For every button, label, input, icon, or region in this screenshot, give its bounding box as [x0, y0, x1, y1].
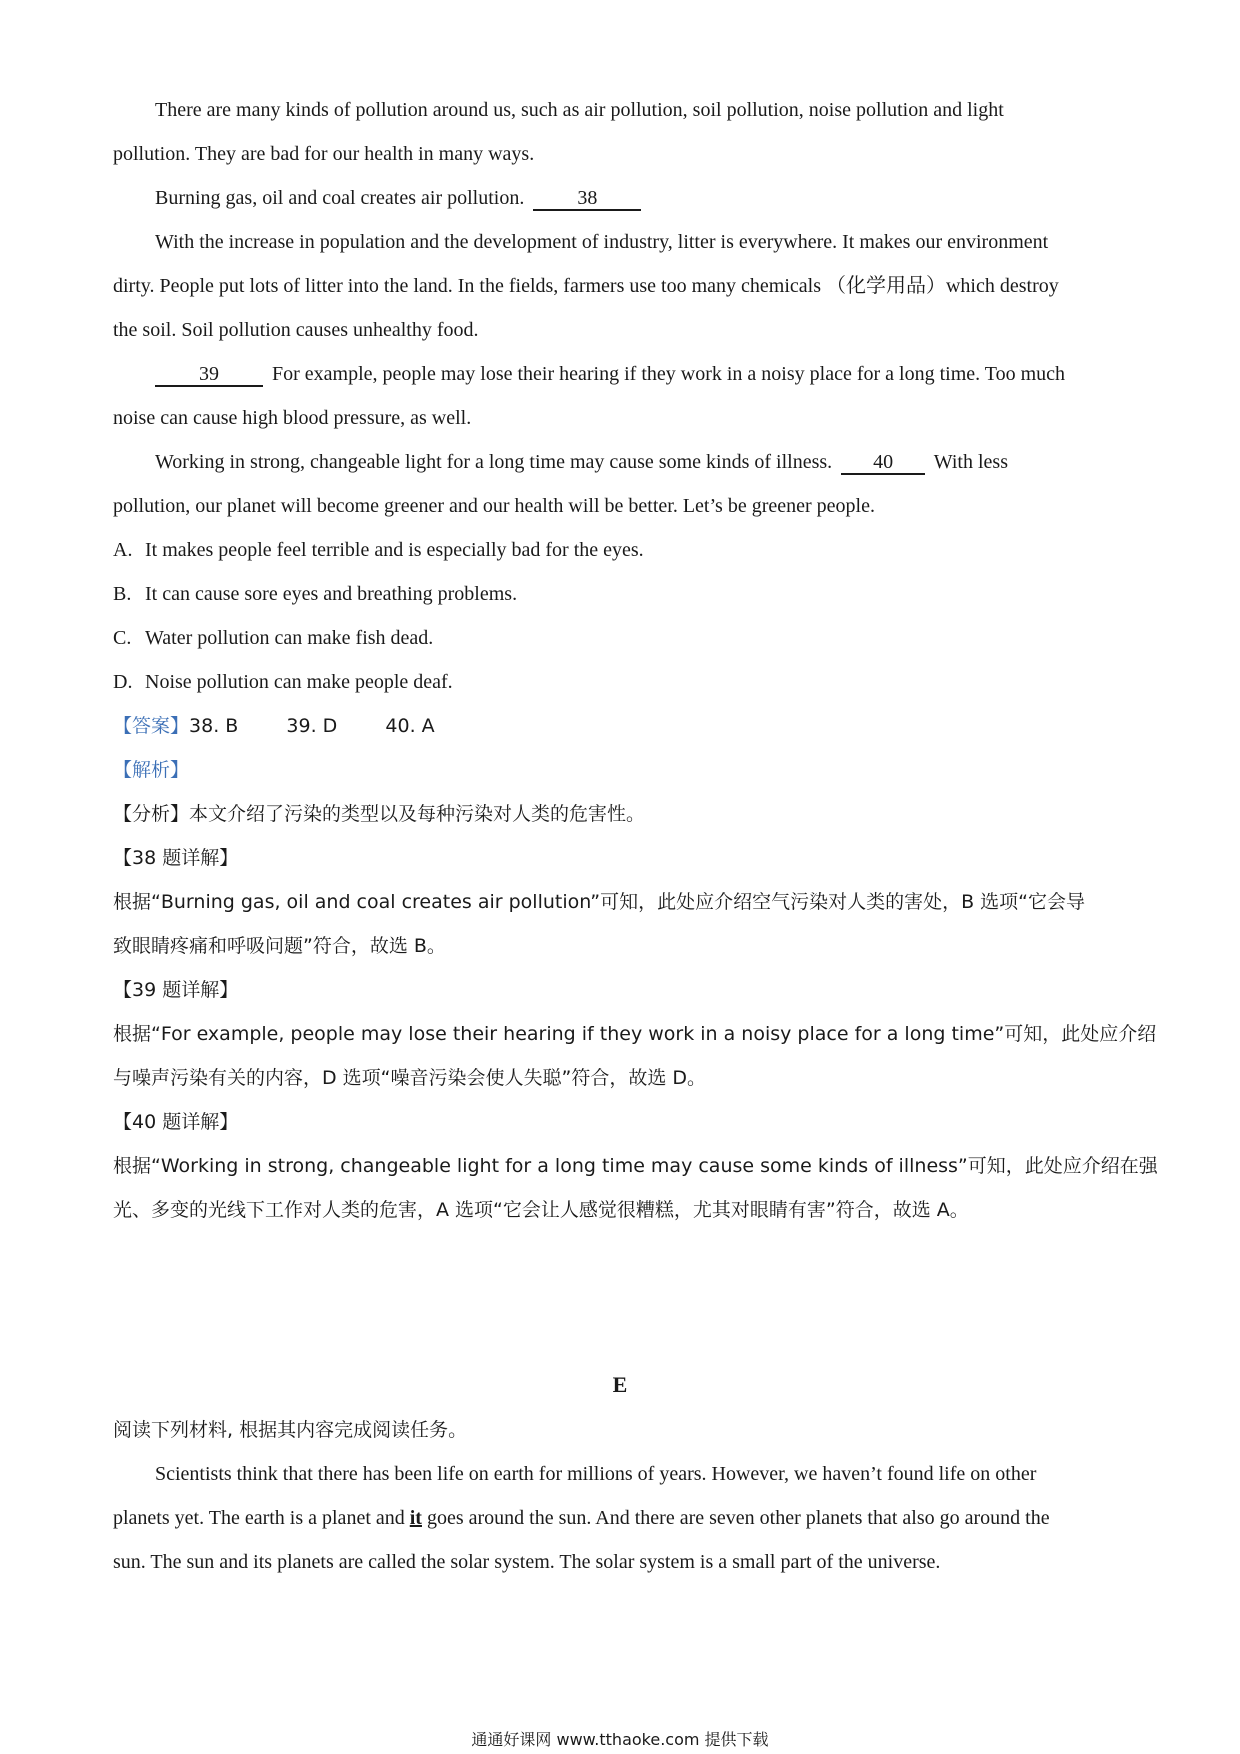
section-e-p1-line3: sun. The sun and its planets are called the solar system. The solar system is a small part of the universe.: [113, 1551, 941, 1573]
section-e-instruction: 阅读下列材料, 根据其内容完成阅读任务。: [113, 1419, 468, 1441]
q39-title: 【39 题详解】: [113, 979, 239, 1001]
passage-d-p3-line1: With the increase in population and the development of industry, litter is everywhere. It makes our environment: [155, 231, 1049, 253]
passage-d-p3-line2: dirty. People put lots of litter into the land. In the fields, farmers use too many chemicals （化学用品）which destroy: [113, 275, 1059, 297]
passage-d-p4-line2: noise can cause high blood pressure, as well.: [113, 407, 472, 429]
option-a: [113, 536, 1128, 564]
passage-d-p4-line1: [155, 360, 1128, 388]
section-e-p1-line2-post: goes around the sun. And there are seven other planets that also go around the: [426, 1507, 1050, 1529]
passage-d-p2: [155, 184, 1128, 212]
q40-line2: 光、多变的光线下工作对人类的危害，A 选项“它会让人感觉很糟糕，尤其对眼睛有害”符合，故选 A。: [113, 1199, 969, 1221]
passage-d-p5-tail: With less: [933, 451, 1008, 473]
answer-40: 40. A: [385, 715, 435, 737]
passage-d-p2-text: Burning gas, oil and coal creates air pollution.: [155, 187, 525, 209]
q39-line2: 与噪声污染有关的内容，D 选项“噪音污染会使人失聪”符合，故选 D。: [113, 1067, 707, 1089]
passage-d-p1-line1: There are many kinds of pollution around us, such as air pollution, soil pollution, noise pollution and light: [155, 99, 1004, 121]
q38-title: 【38 题详解】: [113, 847, 239, 869]
option-c: [113, 624, 1128, 652]
analysis-label: 【解析】: [113, 759, 190, 781]
option-d-letter: D.: [113, 671, 133, 693]
q38-line1: 根据“Burning gas, oil and coal creates air pollution”可知，此处应介绍空气污染对人类的害处，B 选项“它会导: [113, 891, 1086, 913]
q39-line1: 根据“For example, people may lose their hearing if they work in a noisy place for a long time”可知，此处应介绍: [113, 1023, 1157, 1045]
section-e-p1-line1: Scientists think that there has been life on earth for millions of years. However, we haven’t found life on other: [155, 1463, 1037, 1485]
blank-39: 39: [155, 363, 263, 387]
analysis-summary: 【分析】本文介绍了污染的类型以及每种污染对人类的危害性。: [113, 803, 646, 825]
passage-d-p5-text: Working in strong, changeable light for a long time may cause some kinds of illness.: [155, 451, 833, 473]
passage-d-p3-line3: the soil. Soil pollution causes unhealthy food.: [113, 319, 479, 341]
blank-38: 38: [533, 187, 641, 211]
passage-d-p1-line2: pollution. They are bad for our health in many ways.: [113, 143, 535, 165]
option-d: [113, 668, 1128, 696]
blank-40: 40: [841, 451, 925, 475]
answer-line: [113, 712, 1128, 740]
section-e-heading: E: [612, 1372, 628, 1397]
option-d-text: Noise pollution can make people deaf.: [145, 671, 453, 693]
section-e-p1-line2-pre: planets yet. The earth is a planet and: [113, 1507, 405, 1529]
passage-d-p5-line1: [155, 448, 1128, 476]
option-c-letter: C.: [113, 627, 132, 649]
q40-line1: 根据“Working in strong, changeable light for a long time may cause some kinds of illness”可知，此处应介绍在强: [113, 1155, 1158, 1177]
option-a-text: It makes people feel terrible and is especially bad for the eyes.: [145, 539, 644, 561]
underlined-word-it: it: [409, 1507, 422, 1529]
answer-38: 38. B: [189, 715, 239, 737]
passage-d-p4-text: For example, people may lose their hearing if they work in a noisy place for a long time. Too much: [272, 363, 1066, 385]
option-c-text: Water pollution can make fish dead.: [145, 627, 434, 649]
page-footer: 通通好课网 www.tthaoke.com 提供下载: [471, 1730, 769, 1749]
option-b-text: It can cause sore eyes and breathing problems.: [145, 583, 518, 605]
passage-d-p5-line2: pollution, our planet will become greener and our health will be better. Let’s be greener people.: [113, 495, 875, 517]
q40-title: 【40 题详解】: [113, 1111, 239, 1133]
option-a-letter: A.: [113, 539, 133, 561]
option-b-letter: B.: [113, 583, 132, 605]
answer-39: 39. D: [286, 715, 338, 737]
section-e-p1-line2: [113, 1504, 1128, 1532]
answer-label: 【答案】: [113, 715, 190, 737]
q38-line2: 致眼睛疼痛和呼吸问题”符合，故选 B。: [113, 935, 446, 957]
option-b: [113, 580, 1128, 608]
